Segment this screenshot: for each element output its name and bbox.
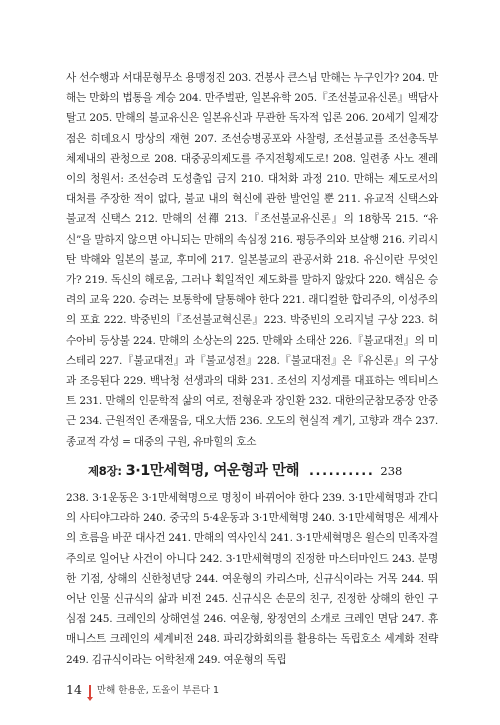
chapter-page-number: 238 [380, 464, 403, 478]
toc-paragraph-continued: 238. 3·1운동은 3·1만세혁명으로 명칭이 바뀌어야 한다 239. 3·1만세혁명과 간디의 사티야그라하 240. 중국의 5·4운동과 3·1만세혁명 240. 3·1만세혁명은 세계사의 흐름을 바꾼 대사건 241. 만해의 역사인식 241. 3·1만세혁명은 윌슨의 민족자결주의로 일어난 사건이 아니다 242. 3·1만세혁명의 진정한 마스터마인드 243. 분명한 기점, 상해의 신한청년당 244. 여운형의 카리스마, 신규식이라는 거목 244. 뛰어난 인물 신규식의 삶과 비전 245. 신규식은 손문의 친구, 진정한 상해의 한인 구심점 245. 크레인의 상해연설 246. 여운형, 왕정연의 소개로 크레인 면담 247. 휴매니스트 크레인의 세계비전 248. 파리강화회의를 활용하는 독립호소 세계화 전략 249. 김규식이라는 어학천재 249. 여운형의 독립 [66, 492, 438, 666]
chapter-label: 제8장: [88, 464, 122, 478]
red-marker-icon [89, 685, 91, 698]
toc-paragraph: 사 선수행과 서대문형무소 용맹정진 203. 건봉사 큰스님 만해는 누구인가? 204. 만해는 만화의 법통을 계승 204. 만주벌판, 일본유학 205.『조선불교유신론』백담사 탈고 205. 만해의 불교유신은 일본유신과 무관한 독자적 입론 206. 20세기 일제강점은 히데요시 망상의 재현 207. 조선승병공포와 사찰령, 조선불교를 조선총독부 체제내의 관청으로 208. 대중공의제도를 주지전횡제도로! 208. 일련종 사노 젠레이의 청원서: 조선승려 도성출입 금지 210. 대처화 과정 210. 만해는 제도로서의 대처를 주장한 적이 없다, 불교 내의 혁신에 관한 발언일 뿐 211. 유교적 신택스와 불교적 신택스 212. 만해의 선禪 213.『조선불교유신론』의 18항목 215. “유신”을 말하지 않으면 아니되는 만해의 속심정 216. 평등주의와 보살행 216. 키리시탄 박해와 일본의 불교, 후미에 217. 일본불교의 관공서화 218. 유신이란 무엇인가? 219. 독신의 해로움, 그러나 획일적인 제도화를 말하지 않았다 220. 핵심은 승려의 교육 220. 승려는 보통학에 달통해야 한다 221. 래디컬한 합리주의, 이성주의의 포효 222. 박중빈의『조선불교혁신론』223. 박중빈의 오리지널 구상 223. 허수아비 등상불 224. 만해의 소상논의 225. 만해와 소태산 226.『불교대전』의 미스테리 227.『불교대전』과『불교성전』228.『불교대전』은『유신론』의 구상과 조응된다 229. 백낙청 선생과의 대화 231. 조선의 지성계를 대표하는 엑티비스트 231. 만해의 인문학적 삶의 여로, 전형운과 장인환 232. 대한의군참모중장 안중근 234. 근원적인 존재물음, 대오大悟 236. 오도의 현실적 계기, 고향과 객수 237. 종교적 각성 = 대중의 구원, 유마힐의 호소 [66, 72, 438, 448]
running-title: 만해 한용운, 도올이 부른다 1 [96, 685, 219, 696]
chapter-title: 3·1만세혁명, 여운형과 만해 [125, 463, 299, 479]
dot-leader: .......... [309, 464, 375, 479]
page-number: 14 [66, 681, 82, 697]
page-footer [66, 678, 219, 700]
chapter-heading [88, 459, 428, 481]
